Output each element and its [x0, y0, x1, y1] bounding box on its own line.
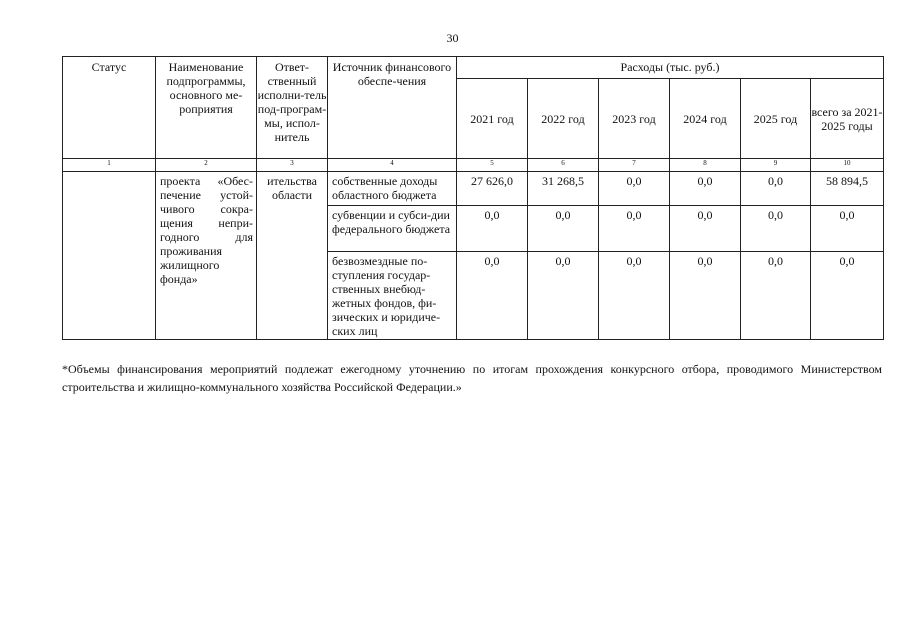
column-number: 2	[156, 159, 257, 172]
value-cell: 0,0	[670, 252, 741, 340]
column-number: 1	[63, 159, 156, 172]
value-cell: 0,0	[670, 206, 741, 252]
value-cell: 27 626,0	[457, 172, 528, 206]
value-cell: 0,0	[457, 252, 528, 340]
header-year-2024: 2024 год	[670, 79, 741, 159]
header-year-2022: 2022 год	[528, 79, 599, 159]
column-number: 9	[741, 159, 811, 172]
column-number: 6	[528, 159, 599, 172]
column-number: 5	[457, 159, 528, 172]
column-number: 4	[328, 159, 457, 172]
header-row-1	[63, 57, 884, 79]
responsible-cell: ительства области	[257, 172, 328, 340]
table-row	[63, 172, 884, 206]
source-cell: безвозмездные по-ступления государ-ственных внебюд-жетных фондов, фи-зических и юридиче-ских лиц	[328, 252, 457, 340]
column-number: 10	[811, 159, 884, 172]
value-cell: 0,0	[741, 252, 811, 340]
column-number-row	[63, 159, 884, 172]
footnote: *Объемы финансирования мероприятий подлежат ежегодному уточнению по итогам прохождения конкурсного отбора, проводимого Министерством строительства и жилищно-коммунального хозяйства Российской Федерации.»	[62, 362, 882, 394]
total-value-cell: 0,0	[811, 252, 884, 340]
header-year-2021: 2021 год	[457, 79, 528, 159]
source-cell: собственные доходы областного бюджета	[328, 172, 457, 206]
budget-table	[62, 56, 884, 340]
column-number: 3	[257, 159, 328, 172]
total-value-cell: 58 894,5	[811, 172, 884, 206]
source-cell: субвенции и субси-дии федерального бюджета	[328, 206, 457, 252]
status-cell	[63, 172, 156, 340]
header-responsible: Ответ-ственный исполни-тель под-програм-мы, испол-нитель	[257, 57, 328, 159]
header-source: Источник финансового обеспе-чения	[328, 57, 457, 159]
total-value-cell: 0,0	[811, 206, 884, 252]
value-cell: 0,0	[528, 206, 599, 252]
header-name: Наименование подпрограммы, основного ме-роприятия	[156, 57, 257, 159]
value-cell: 31 268,5	[528, 172, 599, 206]
page-number: 30	[446, 31, 459, 45]
value-cell: 0,0	[670, 172, 741, 206]
value-cell: 0,0	[741, 206, 811, 252]
value-cell: 0,0	[457, 206, 528, 252]
header-expenses: Расходы (тыс. руб.)	[457, 57, 884, 79]
value-cell: 0,0	[599, 172, 670, 206]
value-cell: 0,0	[599, 252, 670, 340]
value-cell: 0,0	[741, 172, 811, 206]
header-year-2023: 2023 год	[599, 79, 670, 159]
value-cell: 0,0	[599, 206, 670, 252]
value-cell: 0,0	[528, 252, 599, 340]
header-status: Статус	[63, 57, 156, 159]
header-total: всего за 2021-2025 годы	[811, 79, 884, 159]
column-number: 8	[670, 159, 741, 172]
column-number: 7	[599, 159, 670, 172]
header-year-2025: 2025 год	[741, 79, 811, 159]
activity-name-cell: проекта «Обес-печение устой-чивого сокра-щения непри-годного для проживания жилищного фонда»	[156, 172, 257, 340]
